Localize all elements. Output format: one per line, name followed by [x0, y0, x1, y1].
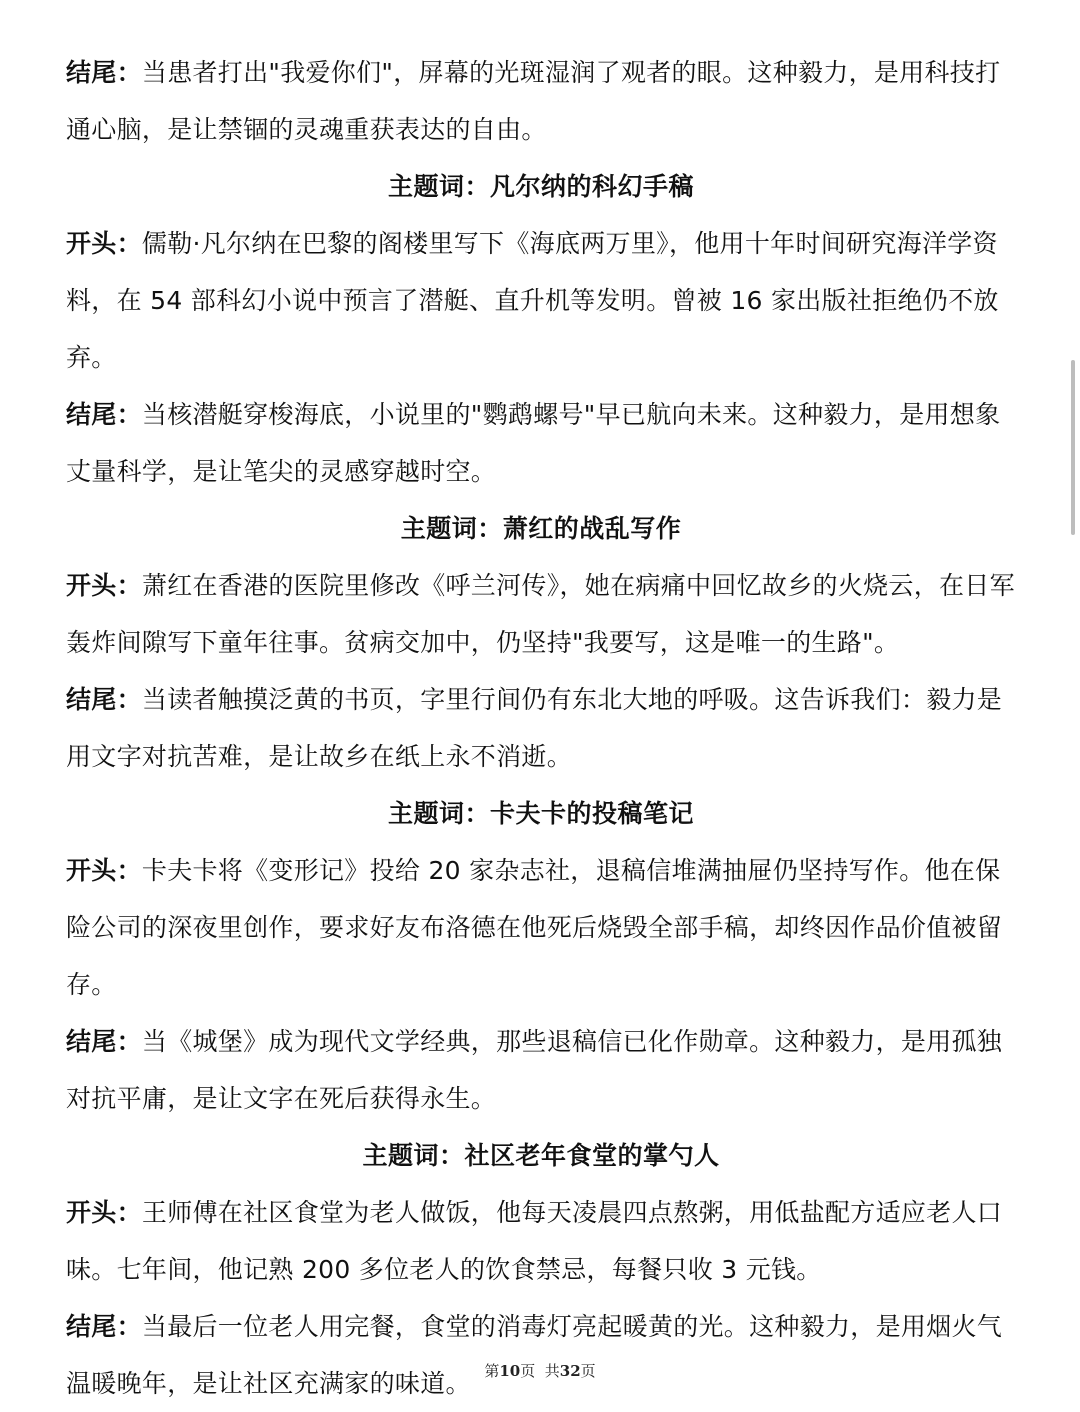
opening-label: 开头：	[66, 1198, 142, 1227]
ending-paragraph	[66, 671, 1016, 785]
opening-text: 王师傅在社区食堂为老人做饭，他每天凌晨四点熬粥，用低盐配方适应老人口味。七年间，他记熟 200 多位老人的饮食禁忌，每餐只收 3 元钱。	[66, 1198, 1003, 1284]
total-page-number: 32	[559, 1362, 581, 1380]
ending-paragraph	[66, 1298, 1016, 1412]
opening-label: 开头：	[66, 571, 142, 600]
footer-middle: 页 共	[520, 1362, 560, 1380]
ending-label: 结尾：	[66, 400, 142, 429]
ending-label: 结尾：	[66, 1027, 142, 1056]
section-heading: 主题词：社区老年食堂的掌勺人	[362, 1141, 720, 1170]
opening-paragraph	[66, 557, 1016, 671]
opening-text: 儒勒·凡尔纳在巴黎的阁楼里写下《海底两万里》，他用十年时间研究海洋学资料，在 54 部科幻小说中预言了潜艇、直升机等发明。曾被 16 家出版社拒绝仍不放弃。	[66, 229, 999, 372]
section-heading: 主题词：卡夫卡的投稿笔记	[387, 799, 694, 828]
page-number-footer	[0, 1360, 1080, 1381]
intro-ending-paragraph	[66, 44, 1016, 158]
ending-text: 当《城堡》成为现代文学经典，那些退稿信已化作勋章。这种毅力，是用孤独对抗平庸，是让文字在死后获得永生。	[66, 1027, 1003, 1113]
footer-prefix: 第	[484, 1362, 500, 1380]
scrollbar-thumb[interactable]	[1071, 360, 1075, 535]
ending-paragraph	[66, 1013, 1016, 1127]
ending-text: 当最后一位老人用完餐，食堂的消毒灯亮起暖黄的光。这种毅力，是用烟火气温暖晚年，是让社区充满家的味道。	[66, 1312, 1003, 1398]
ending-label: 结尾：	[66, 1312, 142, 1341]
opening-paragraph	[66, 1184, 1016, 1298]
ending-paragraph	[66, 386, 1016, 500]
opening-paragraph	[66, 215, 1016, 386]
ending-label: 结尾：	[66, 685, 142, 714]
ending-text: 当核潜艇穿梭海底，小说里的"鹦鹉螺号"早已航向未来。这种毅力，是用想象丈量科学，是让笔尖的灵感穿越时空。	[66, 400, 1001, 486]
section-heading: 主题词：萧红的战乱写作	[400, 514, 682, 543]
opening-text: 萧红在香港的医院里修改《呼兰河传》，她在病痛中回忆故乡的火烧云，在日军轰炸间隙写下童年往事。贫病交加中，仍坚持"我要写，这是唯一的生路"。	[66, 571, 1015, 657]
footer-suffix: 页	[580, 1362, 596, 1380]
opening-paragraph	[66, 842, 1016, 1013]
ending-text: 当读者触摸泛黄的书页，字里行间仍有东北大地的呼吸。这告诉我们：毅力是用文字对抗苦难，是让故乡在纸上永不消逝。	[66, 685, 1003, 771]
current-page-number: 10	[499, 1362, 521, 1380]
section-heading: 主题词：凡尔纳的科幻手稿	[387, 172, 694, 201]
opening-text: 卡夫卡将《变形记》投给 20 家杂志社，退稿信堆满抽屉仍坚持写作。他在保险公司的深夜里创作，要求好友布洛德在他死后烧毁全部手稿，却终因作品价值被留存。	[66, 856, 1003, 999]
opening-label: 开头：	[66, 229, 142, 258]
ending-text: 当患者打出"我爱你们"，屏幕的光斑湿润了观者的眼。这种毅力，是用科技打通心脑，是让禁锢的灵魂重获表达的自由。	[66, 58, 1001, 144]
page-content	[66, 44, 1016, 1412]
ending-label: 结尾：	[66, 58, 142, 87]
opening-label: 开头：	[66, 856, 142, 885]
